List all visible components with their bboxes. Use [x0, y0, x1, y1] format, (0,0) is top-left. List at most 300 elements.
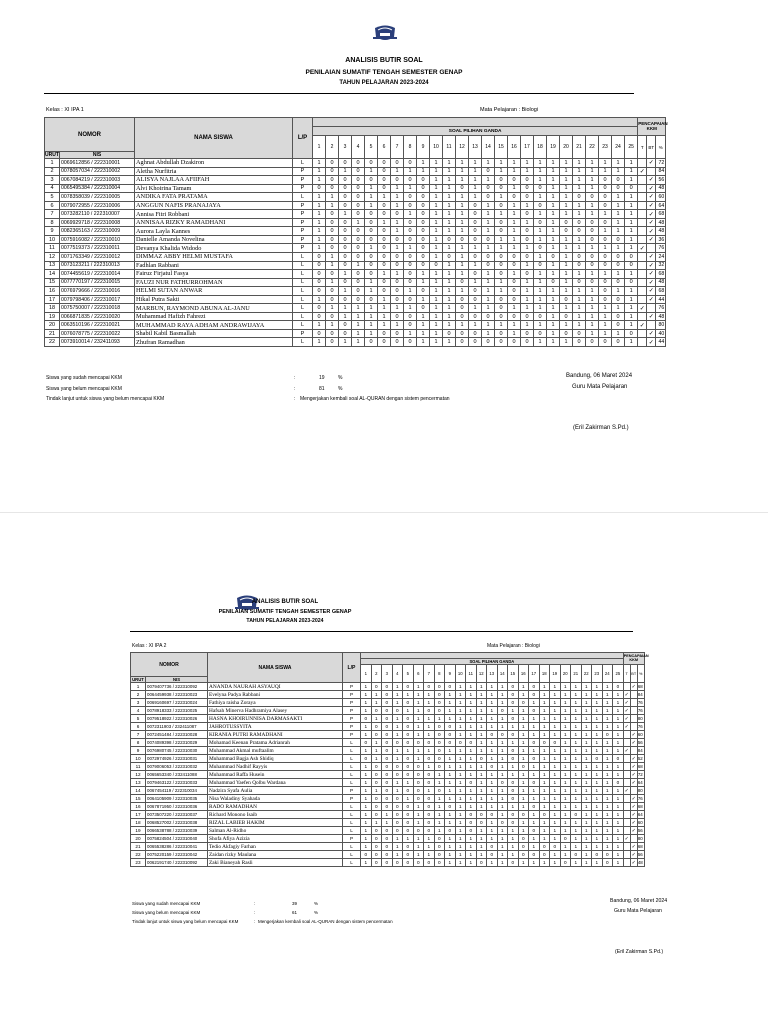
answer-cell: 1 — [482, 304, 495, 313]
row-nama: HELMI SUTAN ANWAR — [135, 287, 293, 296]
answer-cell: 1 — [466, 763, 477, 771]
answer-cell: 0 — [466, 779, 477, 787]
answer-cell: 1 — [612, 244, 625, 253]
answer-cell: 1 — [476, 795, 487, 803]
answer-cell: 0 — [392, 771, 403, 779]
row-belum-tuntas: ✓ — [631, 779, 636, 786]
answer-cell: 1 — [592, 691, 603, 699]
answer-cell: 1 — [445, 811, 456, 819]
answer-cell: 1 — [434, 827, 445, 835]
row-percent: 52 — [637, 756, 643, 761]
answer-cell: 1 — [455, 787, 466, 795]
report-subtitle: PENILAIAN SUMATIF TENGAH SEMESTER GENAP — [305, 69, 463, 76]
answer-cell: 0 — [599, 295, 612, 304]
answer-cell: 1 — [550, 707, 561, 715]
answer-cell: 0 — [391, 287, 404, 296]
answer-cell: 0 — [529, 707, 540, 715]
answer-cell: 0 — [599, 235, 612, 244]
answer-cell: 0 — [371, 795, 382, 803]
answer-cell: 1 — [547, 244, 560, 253]
answer-cell: 1 — [361, 795, 372, 803]
answer-cell: 0 — [378, 167, 391, 176]
question-number: 13 — [469, 136, 482, 159]
answer-cell: 0 — [371, 707, 382, 715]
row-nama: Fathiya raisha Zoraya — [208, 699, 343, 707]
answer-cell: 1 — [573, 201, 586, 210]
answer-cell: 1 — [550, 691, 561, 699]
answer-cell: 0 — [508, 176, 521, 185]
answer-cell: 0 — [339, 278, 352, 287]
answer-cell: 1 — [581, 739, 592, 747]
answer-cell: 1 — [391, 167, 404, 176]
answer-cell: 0 — [445, 803, 456, 811]
answer-cell: 0 — [466, 739, 477, 747]
answer-cell: 0 — [352, 287, 365, 296]
answer-cell: 1 — [612, 329, 625, 338]
answer-cell: 1 — [602, 811, 613, 819]
row-tuntas — [623, 843, 630, 851]
row-lp: P — [343, 707, 361, 715]
answer-cell: 1 — [413, 731, 424, 739]
answer-cell: 1 — [581, 779, 592, 787]
answer-cell: 0 — [469, 287, 482, 296]
report-subtitle: PENILAIAN SUMATIF TENGAH SEMESTER GENAP — [218, 609, 352, 615]
row-percent: 68 — [637, 764, 643, 769]
row-percent: 76 — [656, 304, 666, 313]
answer-cell: 0 — [371, 859, 382, 867]
row-belum-tuntas — [630, 787, 637, 795]
answer-cell: 1 — [508, 827, 519, 835]
answer-cell: 1 — [625, 321, 638, 330]
answer-cell: 0 — [550, 843, 561, 851]
row-tuntas — [623, 859, 630, 867]
answer-cell: 1 — [581, 803, 592, 811]
answer-cell: 0 — [508, 811, 519, 819]
belum-label: Siswa yang belum mencapai KKM — [46, 386, 122, 392]
answer-cell: 1 — [404, 304, 417, 313]
answer-cell: 0 — [430, 261, 443, 270]
answer-cell: 1 — [495, 159, 508, 168]
question-number: 10 — [455, 665, 466, 683]
answer-cell: 0 — [612, 261, 625, 270]
answer-cell: 0 — [382, 787, 393, 795]
answer-cell: 1 — [361, 707, 372, 715]
answer-cell: 1 — [352, 218, 365, 227]
answer-cell: 1 — [413, 835, 424, 843]
answer-cell: 1 — [534, 210, 547, 219]
table-row — [45, 338, 666, 347]
answer-cell: 1 — [482, 244, 495, 253]
answer-cell: 1 — [456, 193, 469, 202]
answer-cell: 1 — [550, 827, 561, 835]
answer-cell: 1 — [599, 329, 612, 338]
answer-cell: 0 — [612, 295, 625, 304]
answer-cell: 1 — [518, 691, 529, 699]
header-urut: URUT — [45, 152, 59, 158]
answer-cell: 0 — [365, 218, 378, 227]
table-row — [131, 755, 645, 763]
table-row — [131, 715, 645, 723]
answer-cell: 1 — [550, 683, 561, 691]
answer-cell: 1 — [497, 691, 508, 699]
answer-cell: 1 — [529, 859, 540, 867]
answer-cell: 1 — [445, 707, 456, 715]
answer-cell: 1 — [482, 227, 495, 236]
answer-cell: 1 — [443, 312, 456, 321]
answer-cell: 0 — [371, 851, 382, 859]
answer-cell: 0 — [495, 312, 508, 321]
answer-cell: 0 — [352, 295, 365, 304]
answer-cell: 1 — [476, 707, 487, 715]
answer-cell: 0 — [313, 278, 326, 287]
answer-cell: 0 — [445, 683, 456, 691]
answer-cell: 1 — [417, 167, 430, 176]
answer-cell: 1 — [602, 843, 613, 851]
table-row — [45, 218, 666, 227]
answer-cell: 1 — [466, 707, 477, 715]
row-lp: P — [293, 329, 313, 338]
header-soal: SOAL PILIHAN GANDA — [361, 659, 624, 665]
class-label: Kelas : XI IPA 1 — [46, 107, 84, 113]
row-percent: 40 — [656, 329, 666, 338]
answer-cell: 0 — [602, 859, 613, 867]
answer-cell: 1 — [518, 755, 529, 763]
answer-cell: 1 — [313, 167, 326, 176]
answer-cell: 0 — [404, 235, 417, 244]
answer-cell: 0 — [482, 253, 495, 262]
answer-cell: 0 — [392, 763, 403, 771]
answer-cell: 0 — [424, 819, 435, 827]
row-tuntas — [623, 851, 630, 859]
answer-cell: 1 — [378, 193, 391, 202]
answer-cell: 1 — [581, 795, 592, 803]
answer-cell: 1 — [365, 304, 378, 313]
answer-cell: 1 — [592, 835, 603, 843]
answer-cell: 0 — [382, 827, 393, 835]
question-number: 4 — [392, 665, 403, 683]
answer-cell: 0 — [560, 859, 571, 867]
answer-cell: 1 — [534, 253, 547, 262]
answer-cell: 0 — [466, 827, 477, 835]
answer-cell: 1 — [469, 278, 482, 287]
header-nomor: NOMOR — [45, 118, 135, 152]
answer-cell: 1 — [339, 304, 352, 313]
answer-cell: 1 — [403, 707, 414, 715]
answer-cell: 1 — [455, 731, 466, 739]
row-lp: L — [343, 819, 361, 827]
table-row — [131, 843, 645, 851]
answer-cell: 0 — [434, 707, 445, 715]
row-nis: 0068527002 / 222310038 — [146, 819, 208, 827]
answer-cell: 1 — [625, 244, 638, 253]
row-belum-tuntas — [630, 723, 637, 731]
answer-cell: 1 — [382, 819, 393, 827]
table-row — [45, 270, 666, 279]
answer-cell: 1 — [550, 811, 561, 819]
row-tuntas: ✓ — [624, 691, 629, 698]
answer-cell: 1 — [392, 843, 403, 851]
row-nama: RIZAL LABIEB HAKIM — [208, 819, 343, 827]
answer-cell: 1 — [547, 159, 560, 168]
answer-cell: 1 — [573, 312, 586, 321]
answer-cell: 0 — [352, 159, 365, 168]
answer-cell: 0 — [403, 859, 414, 867]
answer-cell: 1 — [599, 159, 612, 168]
row-tuntas: ✓ — [624, 835, 629, 842]
answer-cell: 1 — [392, 699, 403, 707]
answer-cell: 0 — [518, 843, 529, 851]
answer-cell: 1 — [602, 707, 613, 715]
answer-cell: 1 — [560, 827, 571, 835]
answer-cell: 1 — [476, 763, 487, 771]
row-urut: 8 — [131, 739, 146, 747]
row-nama: Muhammad Yaefen Qolbu Wardana — [208, 779, 343, 787]
answer-cell: 0 — [424, 795, 435, 803]
table-row — [131, 747, 645, 755]
row-lp: P — [293, 201, 313, 210]
answer-cell: 0 — [521, 253, 534, 262]
answer-cell: 1 — [430, 287, 443, 296]
answer-cell: 1 — [361, 843, 372, 851]
row-belum-tuntas — [647, 244, 656, 253]
answer-cell: 1 — [602, 771, 613, 779]
row-tuntas: ✓ — [624, 715, 629, 722]
row-percent: 68 — [637, 684, 643, 689]
answer-cell: 0 — [518, 811, 529, 819]
answer-cell: 1 — [443, 270, 456, 279]
sign-date: Bandung, 06 Maret 2024 — [566, 373, 633, 379]
answer-cell: 0 — [365, 261, 378, 270]
answer-cell: 1 — [469, 176, 482, 185]
answer-cell: 0 — [424, 755, 435, 763]
answer-cell: 1 — [521, 261, 534, 270]
row-percent: 48 — [656, 312, 666, 321]
answer-cell: 1 — [602, 715, 613, 723]
row-nis: 0069929718 / 222310008 — [60, 218, 135, 227]
row-nis: 0065653340 / 232411088 — [146, 771, 208, 779]
row-belum-tuntas: ✓ — [648, 279, 654, 286]
answer-cell: 0 — [371, 723, 382, 731]
answer-cell: 1 — [560, 691, 571, 699]
row-tuntas — [638, 312, 647, 321]
answer-cell: 1 — [417, 295, 430, 304]
answer-cell: 1 — [392, 691, 403, 699]
row-urut: 21 — [45, 329, 60, 338]
answer-cell: 0 — [434, 763, 445, 771]
answer-cell: 0 — [518, 851, 529, 859]
answer-cell: 0 — [382, 723, 393, 731]
tuntas-colon: : — [294, 375, 296, 381]
row-nama: Danielle Amanda Novelina — [135, 235, 293, 244]
answer-cell: 1 — [612, 210, 625, 219]
answer-cell: 1 — [413, 683, 424, 691]
answer-cell: 1 — [424, 843, 435, 851]
answer-cell: 1 — [508, 184, 521, 193]
row-percent: 68 — [656, 287, 666, 296]
table-row — [45, 321, 666, 330]
answer-cell: 0 — [497, 779, 508, 787]
answer-cell: 1 — [476, 739, 487, 747]
answer-cell: 1 — [592, 731, 603, 739]
row-urut: 15 — [45, 278, 60, 287]
row-nis: 0073123211 / 222310013 — [60, 261, 135, 270]
answer-cell: 1 — [508, 218, 521, 227]
row-urut: 12 — [131, 771, 146, 779]
answer-cell: 0 — [392, 795, 403, 803]
answer-cell: 1 — [539, 731, 550, 739]
row-nis: 0078057034 / 222310002 — [60, 167, 135, 176]
row-lp: L — [293, 253, 313, 262]
table-row — [45, 193, 666, 202]
answer-cell: 0 — [403, 851, 414, 859]
answer-cell: 1 — [602, 795, 613, 803]
answer-cell: 1 — [581, 747, 592, 755]
answer-cell: 1 — [455, 835, 466, 843]
answer-cell: 1 — [313, 210, 326, 219]
report-year: TAHUN PELAJARAN 2023-2024 — [339, 80, 429, 86]
answer-cell: 1 — [560, 755, 571, 763]
row-belum-tuntas: ✓ — [648, 331, 654, 338]
answer-cell: 0 — [403, 755, 414, 763]
answer-cell: 0 — [361, 851, 372, 859]
answer-cell: 1 — [417, 270, 430, 279]
answer-cell: 1 — [313, 338, 326, 347]
answer-cell: 1 — [529, 843, 540, 851]
answer-cell: 1 — [430, 176, 443, 185]
answer-cell: 1 — [487, 739, 498, 747]
row-urut: 1 — [45, 159, 60, 168]
answer-cell: 1 — [599, 312, 612, 321]
answer-cell: 0 — [434, 683, 445, 691]
answer-cell: 1 — [445, 843, 456, 851]
answer-cell: 1 — [529, 771, 540, 779]
answer-cell: 1 — [592, 859, 603, 867]
row-lp: P — [293, 167, 313, 176]
row-nama: Zhufran Ramadhan — [135, 338, 293, 347]
answer-cell: 1 — [508, 304, 521, 313]
answer-cell: 0 — [352, 235, 365, 244]
answer-cell: 0 — [521, 210, 534, 219]
answer-cell: 0 — [469, 295, 482, 304]
row-urut: 5 — [131, 715, 146, 723]
answer-cell: 0 — [469, 329, 482, 338]
answer-cell: 1 — [602, 723, 613, 731]
answer-cell: 1 — [430, 193, 443, 202]
answer-cell: 0 — [404, 227, 417, 236]
answer-cell: 0 — [361, 715, 372, 723]
answer-cell: 0 — [434, 787, 445, 795]
row-belum-tuntas: ✓ — [631, 819, 636, 826]
question-number: 9 — [445, 665, 456, 683]
answer-cell: 0 — [413, 779, 424, 787]
answer-cell: 0 — [326, 338, 339, 347]
answer-cell: 0 — [497, 707, 508, 715]
answer-cell: 1 — [476, 731, 487, 739]
answer-cell: 1 — [391, 321, 404, 330]
row-belum-tuntas: ✓ — [631, 771, 636, 778]
answer-cell: 1 — [581, 755, 592, 763]
answer-cell: 0 — [469, 270, 482, 279]
answer-cell: 0 — [599, 278, 612, 287]
answer-cell: 1 — [529, 715, 540, 723]
answer-cell: 1 — [456, 159, 469, 168]
answer-cell: 0 — [339, 227, 352, 236]
question-number: 14 — [497, 665, 508, 683]
row-tuntas — [638, 184, 647, 193]
answer-cell: 0 — [404, 278, 417, 287]
row-tuntas — [638, 159, 647, 168]
row-belum-tuntas: ✓ — [648, 237, 654, 244]
answer-cell: 1 — [613, 859, 624, 867]
answer-cell: 1 — [560, 787, 571, 795]
answer-cell: 1 — [547, 304, 560, 313]
answer-cell: 1 — [521, 321, 534, 330]
row-nama: Tedio Akfagiy Farhan — [208, 843, 343, 851]
answer-cell: 1 — [424, 747, 435, 755]
answer-cell: 1 — [529, 795, 540, 803]
answer-cell: 0 — [508, 731, 519, 739]
row-tuntas: ✓ — [624, 707, 629, 714]
row-urut: 14 — [131, 787, 146, 795]
tuntas-label: Siswa yang sudah mencapai KKM — [132, 901, 201, 906]
answer-cell: 1 — [430, 253, 443, 262]
row-urut: 22 — [45, 338, 60, 347]
answer-cell: 1 — [443, 193, 456, 202]
answer-cell: 1 — [445, 771, 456, 779]
row-percent: 76 — [637, 708, 643, 713]
answer-cell: 1 — [599, 210, 612, 219]
answer-cell: 1 — [508, 723, 519, 731]
answer-cell: 1 — [613, 819, 624, 827]
belum-colon: : — [254, 910, 256, 915]
answer-cell: 1 — [434, 779, 445, 787]
row-lp: P — [293, 218, 313, 227]
answer-cell: 1 — [592, 683, 603, 691]
answer-cell: 1 — [518, 723, 529, 731]
row-tuntas — [638, 329, 647, 338]
answer-cell: 1 — [476, 699, 487, 707]
answer-cell: 0 — [424, 827, 435, 835]
answer-cell: 1 — [613, 723, 624, 731]
answer-cell: 1 — [365, 244, 378, 253]
row-urut: 9 — [131, 747, 146, 755]
row-nama: Muhammad Akmal muftaalim — [208, 747, 343, 755]
answer-cell: 0 — [391, 295, 404, 304]
row-nis: 0077770197 / 222310015 — [60, 278, 135, 287]
table-row — [131, 771, 645, 779]
row-nama: MUHAMMAD RAYA ADHAM ANDRAWIJAYA — [135, 321, 293, 330]
answer-cell: 1 — [469, 304, 482, 313]
answer-cell: 1 — [326, 321, 339, 330]
answer-cell: 1 — [592, 811, 603, 819]
answer-cell: 0 — [495, 329, 508, 338]
row-belum-tuntas: ✓ — [631, 739, 636, 746]
answer-cell: 1 — [371, 747, 382, 755]
answer-cell: 0 — [382, 803, 393, 811]
answer-cell: 1 — [469, 184, 482, 193]
row-nis: 0079407736 / 222310092 — [146, 683, 208, 691]
answer-cell: 0 — [599, 201, 612, 210]
answer-cell: 1 — [417, 321, 430, 330]
answer-cell: 1 — [497, 835, 508, 843]
answer-cell: 1 — [392, 723, 403, 731]
school-logo — [372, 22, 398, 44]
answer-cell: 0 — [529, 755, 540, 763]
answer-cell: 0 — [456, 278, 469, 287]
answer-cell: 1 — [539, 827, 550, 835]
answer-cell: 1 — [625, 235, 638, 244]
answer-cell: 1 — [592, 739, 603, 747]
